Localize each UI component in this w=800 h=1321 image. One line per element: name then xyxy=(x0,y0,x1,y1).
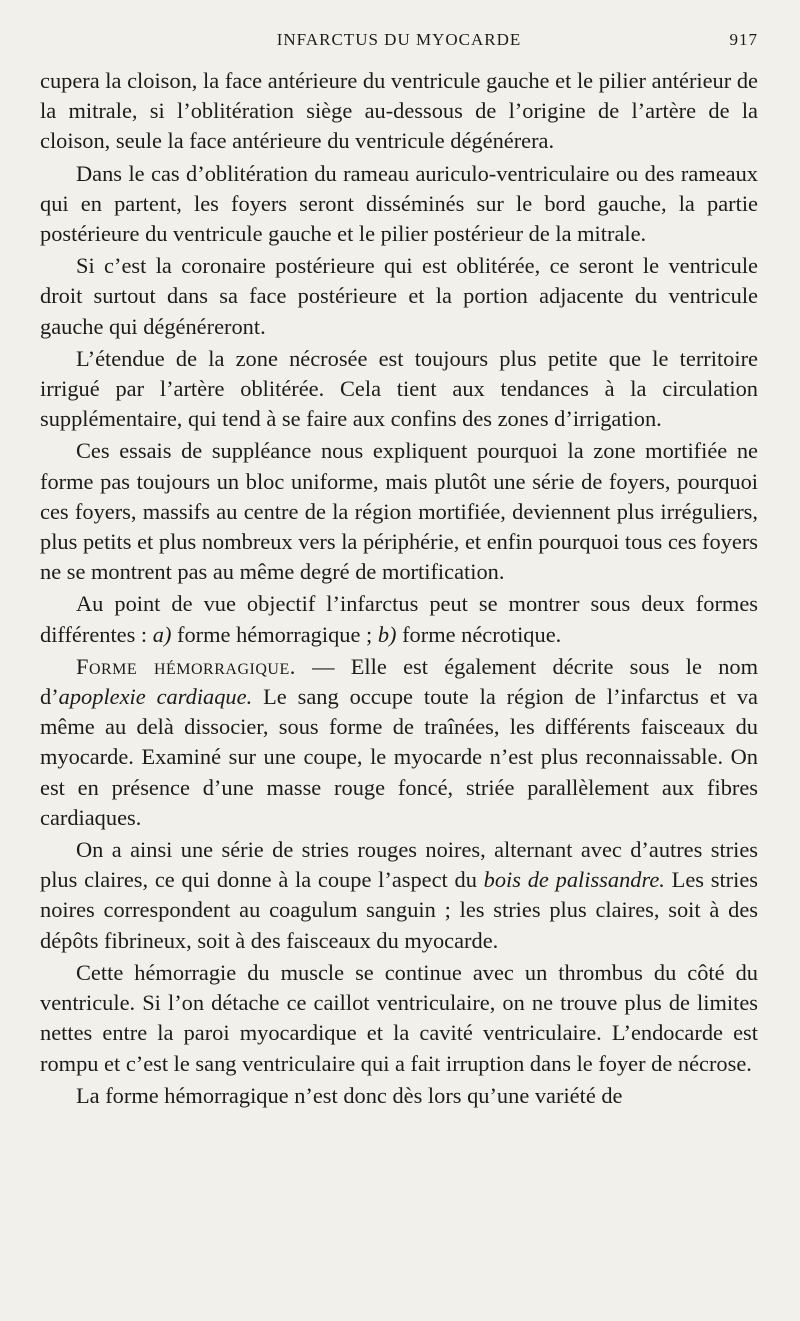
body-text xyxy=(40,66,758,1111)
text-run: On a ainsi une série de stries rouges noires, alternant avec d’autres stries plus claires, ce qui donne à la coupe l’aspect du xyxy=(40,837,758,893)
paragraph xyxy=(40,835,758,956)
text-run: forme nécrotique. xyxy=(396,621,562,647)
paragraph: cupera la cloison, la face antérieure du ventricule gauche et le pilier antérieur de la mitrale, si l’oblitération siège au-dessous de l’origine de l’artère de la cloison, seule la face antérieure du ventricule dégénérera. xyxy=(40,68,758,154)
paragraph: Ces essais de suppléance nous expliquent pourquoi la zone mortifiée ne forme pas toujours un bloc uniforme, mais plutôt une série de foyers, pourquoi ces foyers, massifs au centre de la région mortifiée, deviennent plus irréguliers, plus petits et plus nombreux vers la périphérie, et enfin pourquoi tous ces foyers ne se montrent pas au même degré de mortification. xyxy=(40,438,758,585)
paragraph xyxy=(40,652,758,833)
page-number: 917 xyxy=(729,30,758,49)
running-title: INFARCTUS DU MYOCARDE xyxy=(276,30,522,49)
list-marker: a) xyxy=(152,621,172,647)
italic-term: apoplexie cardiaque. xyxy=(58,684,253,710)
paragraph: Si c’est la coronaire postérieure qui est oblitérée, ce seront le ventricule droit surtout dans sa face postérieure et la portion adjacente du ventricule gauche qui dégénéreront. xyxy=(40,253,758,339)
paragraph: L’étendue de la zone nécrosée est toujours plus petite que le territoire irrigué par l’artère oblitérée. Cela tient aux tendances à la circulation supplémentaire, qui tend à se faire aux confins des zones d’irrigation. xyxy=(40,345,758,432)
section-heading: Forme hémorragique. xyxy=(76,653,296,679)
text-run: Au point de vue objectif l’infarctus peut se montrer sous deux formes différentes : xyxy=(40,591,758,647)
list-marker: b) xyxy=(377,621,397,647)
paragraph: Dans le cas d’oblitération du rameau auriculo-ventriculaire ou des rameaux qui en partent, les foyers seront disséminés sur le bord gauche, la partie postérieure du ventricule gauche et le pilier postérieur de la mitrale. xyxy=(40,160,758,247)
paragraph: Cette hémorragie du muscle se continue avec un thrombus du côté du ventricule. Si l’on détache ce caillot ventriculaire, on ne trouve plus de limites nettes entre la paroi myocardique et la cavité ventriculaire. L’endocarde est rompu et c’est le sang ventriculaire qui a fait irruption dans le foyer de nécrose. xyxy=(40,959,758,1076)
paragraph xyxy=(40,589,758,649)
text-run: Le sang occupe toute la région de l’infarctus et va même au delà dissocier, sous forme de traînées, les différents faisceaux du myocarde. Examiné sur une coupe, le myocarde n’est plus reconnaissable. On est en présence d’une masse rouge foncé, striée parallèlement aux fibres cardiaques. xyxy=(40,684,758,830)
running-head xyxy=(40,30,758,56)
text-run: — Elle est également décrite sous le nom d’ xyxy=(40,653,758,710)
italic-term: bois de palissandre. xyxy=(483,867,665,893)
text-run: forme hémorragique ; xyxy=(171,621,378,647)
text-run: Les stries noires correspondent au coagulum sanguin ; les stries plus claires, soit à des dépôts fibrineux, soit à des faisceaux du myocarde. xyxy=(40,867,758,953)
paragraph: La forme hémorragique n’est donc dès lors qu’une variété de xyxy=(76,1082,623,1108)
